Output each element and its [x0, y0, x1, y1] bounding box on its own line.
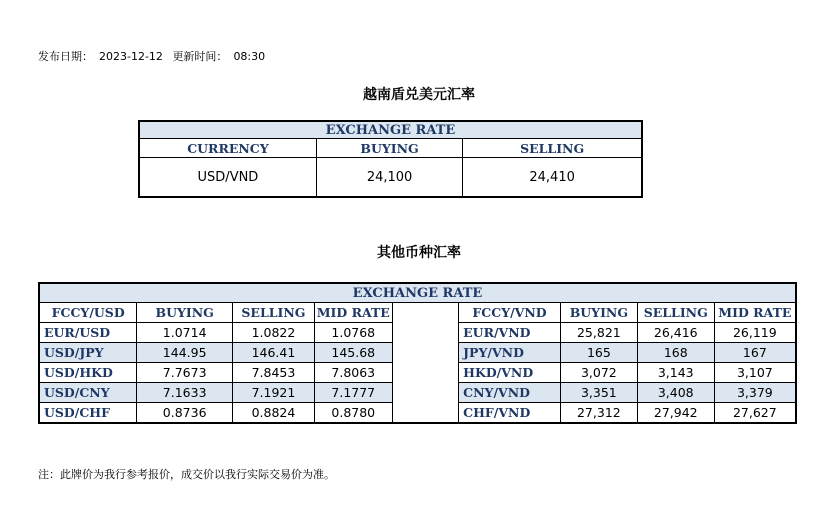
table-row [39, 363, 796, 383]
spacer-cell [392, 403, 459, 424]
spacer-cell [392, 363, 459, 383]
col-header-mid-rate: MID RATE [714, 303, 796, 323]
usd-exchange-table [138, 120, 643, 198]
selling-cell: 0.8824 [233, 403, 315, 424]
publish-meta [38, 48, 271, 64]
other-table-title: EXCHANGE RATE [39, 283, 796, 303]
selling-cell: 3,408 [637, 383, 714, 403]
usd-table-title: EXCHANGE RATE [139, 121, 642, 139]
spacer-cell [392, 343, 459, 363]
spacer-cell [392, 323, 459, 343]
buying-cell: 3,351 [560, 383, 637, 403]
mid-rate-cell: 3,379 [714, 383, 796, 403]
selling-cell: 7.1921 [233, 383, 315, 403]
mid-rate-cell: 26,119 [714, 323, 796, 343]
buying-cell: 7.7673 [137, 363, 233, 383]
selling-cell: 7.8453 [233, 363, 315, 383]
spacer-cell [392, 383, 459, 403]
currency-cell: USD/VND [139, 158, 316, 198]
publish-date: 2023-12-12 [99, 50, 163, 63]
pair-cell: USD/HKD [39, 363, 137, 383]
col-header-selling: SELLING [637, 303, 714, 323]
selling-cell: 3,143 [637, 363, 714, 383]
col-header-selling: SELLING [233, 303, 315, 323]
buying-cell: 144.95 [137, 343, 233, 363]
buying-cell: 0.8736 [137, 403, 233, 424]
col-header-fccy-usd: FCCY/USD [39, 303, 137, 323]
mid-rate-cell: 167 [714, 343, 796, 363]
col-header-selling: SELLING [463, 139, 642, 158]
col-header-mid-rate: MID RATE [314, 303, 392, 323]
col-header-buying: BUYING [316, 139, 462, 158]
header-row [39, 303, 796, 323]
publish-date-label: 发布日期： [38, 50, 93, 63]
pair-cell: USD/JPY [39, 343, 137, 363]
pair-cell: EUR/USD [39, 323, 137, 343]
pair-cell: CNY/VND [459, 383, 561, 403]
mid-rate-cell: 27,627 [714, 403, 796, 424]
pair-cell: USD/CNY [39, 383, 137, 403]
other-exchange-table [38, 282, 797, 424]
buying-cell: 1.0714 [137, 323, 233, 343]
table-row [39, 323, 796, 343]
selling-cell: 26,416 [637, 323, 714, 343]
table-row [39, 403, 796, 424]
table-row [39, 383, 796, 403]
selling-cell: 27,942 [637, 403, 714, 424]
mid-rate-cell: 1.0768 [314, 323, 392, 343]
pair-cell: CHF/VND [459, 403, 561, 424]
update-time: 08:30 [233, 50, 266, 63]
table-row [39, 343, 796, 363]
col-header-currency: CURRENCY [139, 139, 316, 158]
col-header-fccy-vnd: FCCY/VND [459, 303, 561, 323]
buying-cell: 165 [560, 343, 637, 363]
mid-rate-cell: 145.68 [314, 343, 392, 363]
mid-rate-cell: 3,107 [714, 363, 796, 383]
pair-cell: USD/CHF [39, 403, 137, 424]
mid-rate-cell: 7.1777 [314, 383, 392, 403]
table-row [139, 158, 642, 198]
pair-cell: EUR/VND [459, 323, 561, 343]
pair-cell: JPY/VND [459, 343, 561, 363]
selling-cell: 168 [637, 343, 714, 363]
selling-cell: 24,410 [463, 158, 642, 198]
disclaimer-note: 注：此牌价为我行参考报价，成交价以我行实际交易价为准。 [38, 468, 335, 481]
spacer-cell [392, 303, 459, 323]
usd-section-title: 越南盾兑美元汇率 [363, 87, 475, 103]
buying-cell: 27,312 [560, 403, 637, 424]
update-time-label: 更新时间： [172, 50, 228, 63]
selling-cell: 146.41 [233, 343, 315, 363]
other-section-title: 其他币种汇率 [377, 245, 461, 261]
col-header-buying: BUYING [560, 303, 637, 323]
buying-cell: 24,100 [316, 158, 462, 198]
buying-cell: 3,072 [560, 363, 637, 383]
mid-rate-cell: 0.8780 [314, 403, 392, 424]
mid-rate-cell: 7.8063 [314, 363, 392, 383]
buying-cell: 7.1633 [137, 383, 233, 403]
pair-cell: HKD/VND [459, 363, 561, 383]
selling-cell: 1.0822 [233, 323, 315, 343]
buying-cell: 25,821 [560, 323, 637, 343]
col-header-buying: BUYING [137, 303, 233, 323]
